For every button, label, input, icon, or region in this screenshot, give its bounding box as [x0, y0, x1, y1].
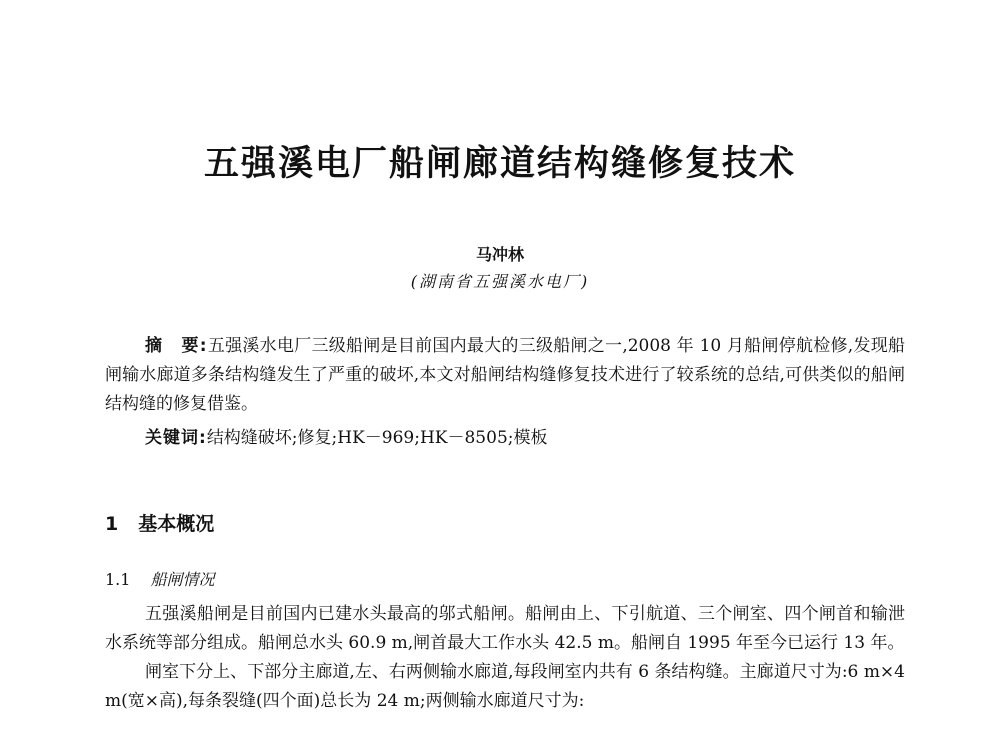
abstract — [105, 332, 905, 419]
section-heading — [105, 510, 905, 538]
subsection-heading — [105, 568, 905, 592]
body-text — [105, 600, 905, 716]
section-title: 基本概况 — [138, 513, 215, 535]
abstract-text: 五强溪水电厂三级船闸是目前国内最大的三级船闸之一,2008 年 10 月船闸停航检修,发现船闸输水廊道多条结构缝发生了严重的破坏,本文对船闸结构缝修复技术进行了较系统的总结,可供类似的船闸结构缝的修复借鉴。 — [105, 336, 905, 414]
author-affiliation: (湖南省五强溪水电厂) — [410, 272, 590, 291]
body-paragraph: 闸室下分上、下部分主廊道,左、右两侧输水廊道,每段闸室内共有 6 条结构缝。主廊道尺寸为:6 m×4 m(宽×高),每条裂缝(四个面)总长为 24 m;两侧输水廊道尺寸为: — [105, 662, 905, 711]
subsection-number: 1.1 — [105, 570, 131, 589]
section-number: 1 — [105, 513, 119, 535]
paper-title: 五强溪电厂船闸廊道结构缝修复技术 — [203, 144, 796, 184]
subsection-title: 船闸情况 — [150, 570, 215, 589]
body-paragraph: 五强溪船闸是目前国内已建水头最高的邬式船闸。船闸由上、下引航道、三个闸室、四个闸首和输泄水系统等部分组成。船闸总水头 60.9 m,闸首最大工作水头 42.5 m。船闸自 1995 年至今已运行 13 年。 — [105, 604, 905, 653]
author-name: 马冲林 — [475, 245, 524, 264]
keywords-text: 结构缝破坏;修复;HK－969;HK－8505;模板 — [206, 428, 548, 448]
abstract-label: 摘 要: — [145, 336, 208, 356]
keywords — [145, 424, 905, 453]
keywords-label: 关键词: — [145, 428, 207, 448]
